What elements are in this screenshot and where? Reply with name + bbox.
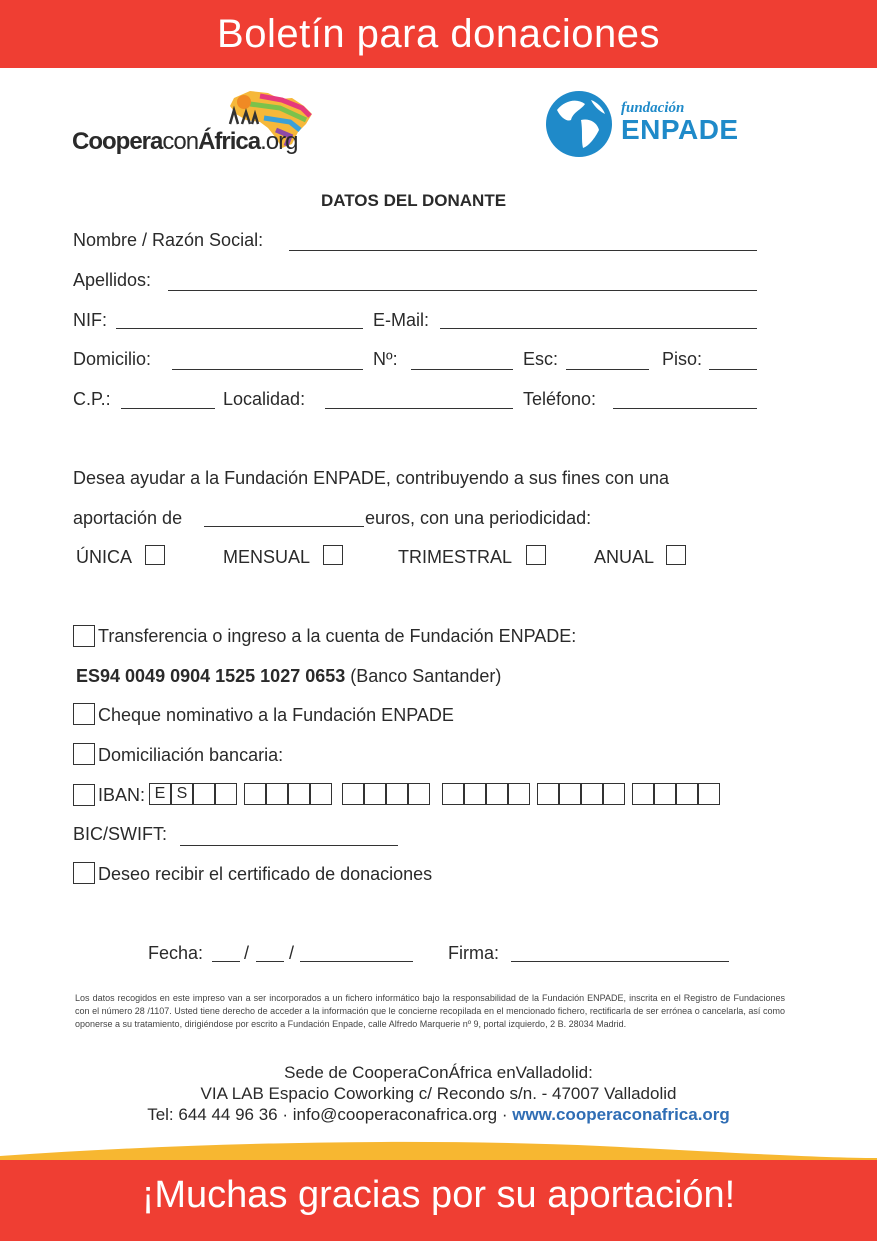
piso-field[interactable]	[709, 369, 757, 370]
transfer-label: Transferencia o ingreso a la cuenta de Fundación ENPADE:	[98, 626, 577, 646]
iban-cell[interactable]	[698, 783, 720, 805]
iban-cell[interactable]: E	[149, 783, 171, 805]
periodicidad-label: euros, con una periodicidad:	[365, 508, 592, 528]
iban-cell[interactable]	[508, 783, 530, 805]
fecha-year-field[interactable]	[300, 961, 413, 962]
iban-label: IBAN:	[98, 785, 146, 805]
cheque-label: Cheque nominativo a la Fundación ENPADE	[98, 705, 454, 725]
iban-cell[interactable]	[603, 783, 625, 805]
email-field[interactable]	[440, 328, 757, 329]
localidad-field[interactable]	[325, 408, 513, 409]
amount-field[interactable]	[204, 526, 364, 527]
iban-cell[interactable]	[244, 783, 266, 805]
iban-cell[interactable]	[364, 783, 386, 805]
numero-label: Nº:	[373, 349, 398, 369]
iban-checkbox[interactable]	[73, 784, 95, 806]
cp-field[interactable]	[121, 408, 215, 409]
logo-fundacion-text: fundación	[621, 100, 685, 116]
option-mensual-checkbox[interactable]	[323, 545, 343, 565]
aportacion-label: aportación de	[73, 508, 183, 528]
nif-field[interactable]	[116, 328, 363, 329]
iban-cell[interactable]	[408, 783, 430, 805]
fecha-label: Fecha:	[148, 943, 204, 963]
apellidos-label: Apellidos:	[73, 270, 152, 290]
page-header: Boletín para donaciones	[0, 0, 877, 68]
section-title: DATOS DEL DONANTE	[320, 191, 507, 210]
legal-notice: Los datos recogidos en este impreso van a ser incorporados a un fichero informático bajo la responsabilidad de la Fundación ENPADE, inscrita en el Registro de Fundaciones con el número 28 /1107. Usted tiene derecho de acceder a la información que le concierne recopilada en el mencionado fichero, rectificarla de ser errónea o cancelarla, así como oponerse a su tratamiento, dirigiéndose por escrito a Fundación Enpade, calle Alfredo Marquerie nº 9, portal izquierdo, 2 B. 28034 Madrid.	[75, 993, 785, 1029]
firma-label: Firma:	[448, 943, 499, 963]
iban-cell[interactable]	[193, 783, 215, 805]
certificado-checkbox[interactable]	[73, 862, 95, 884]
option-anual-label: ANUAL	[594, 547, 655, 567]
esc-label: Esc:	[523, 349, 559, 369]
option-trimestral-label: TRIMESTRAL	[398, 547, 513, 567]
option-unica-label: ÚNICA	[76, 547, 133, 567]
iban-cell[interactable]	[632, 783, 654, 805]
iban-cell[interactable]	[386, 783, 408, 805]
logo-text-coopera: Coopera	[72, 128, 163, 155]
fecha-slash-1: /	[244, 943, 250, 963]
iban-cell[interactable]	[310, 783, 332, 805]
iban-cell[interactable]	[559, 783, 581, 805]
iban-cell[interactable]	[288, 783, 310, 805]
nombre-field[interactable]	[289, 250, 757, 251]
iban-cell[interactable]: S	[171, 783, 193, 805]
bic-field[interactable]	[180, 845, 398, 846]
option-unica-checkbox[interactable]	[145, 545, 165, 565]
cheque-checkbox[interactable]	[73, 703, 95, 725]
domiciliacion-checkbox[interactable]	[73, 743, 95, 765]
logo-enpade-text: ENPADE	[621, 114, 739, 145]
iban-cell[interactable]	[537, 783, 559, 805]
localidad-label: Localidad:	[223, 389, 306, 409]
iban-cell[interactable]	[464, 783, 486, 805]
telefono-field[interactable]	[613, 408, 757, 409]
transfer-checkbox[interactable]	[73, 625, 95, 647]
domicilio-field[interactable]	[172, 369, 363, 370]
bank-name: (Banco Santander)	[345, 666, 502, 686]
nombre-label: Nombre / Razón Social:	[73, 230, 264, 250]
logo-text-africa: África	[198, 128, 261, 155]
iban-cell[interactable]	[676, 783, 698, 805]
domiciliacion-label: Domiciliación bancaria:	[98, 745, 284, 765]
iban-cell[interactable]	[342, 783, 364, 805]
footer-thanks: ¡Muchas gracias por su aportación!	[141, 1174, 736, 1216]
domicilio-label: Domicilio:	[73, 349, 152, 369]
contact-line-3: Tel: 644 44 96 36 · info@cooperaconafrica.org ·	[147, 1105, 513, 1124]
option-anual-checkbox[interactable]	[666, 545, 686, 565]
globe-icon	[545, 90, 613, 158]
logo-text-org: .org	[260, 128, 298, 155]
enpade-logo	[545, 90, 775, 160]
fecha-day-field[interactable]	[212, 961, 240, 962]
esc-field[interactable]	[566, 369, 649, 370]
certificado-label: Deseo recibir el certificado de donaciones	[98, 864, 433, 884]
iban-cell[interactable]	[442, 783, 464, 805]
bic-label: BIC/SWIFT:	[73, 824, 167, 844]
fecha-month-field[interactable]	[256, 961, 284, 962]
apellidos-field[interactable]	[168, 290, 757, 291]
contribution-text: Desea ayudar a la Fundación ENPADE, contribuyendo a sus fines con una	[73, 468, 670, 488]
nif-label: NIF:	[73, 310, 107, 330]
option-trimestral-checkbox[interactable]	[526, 545, 546, 565]
cp-label: C.P.:	[73, 389, 111, 409]
website-link[interactable]: www.cooperaconafrica.org	[512, 1105, 730, 1124]
iban-cell[interactable]	[654, 783, 676, 805]
email-label: E-Mail:	[373, 310, 430, 330]
iban-cell[interactable]	[215, 783, 237, 805]
telefono-label: Teléfono:	[523, 389, 597, 409]
contact-line-1: Sede de CooperaConÁfrica enValladolid:	[284, 1063, 593, 1082]
numero-field[interactable]	[411, 369, 513, 370]
iban-cell[interactable]	[581, 783, 603, 805]
iban-cell[interactable]	[266, 783, 288, 805]
piso-label: Piso:	[662, 349, 703, 369]
contact-line-2: VIA LAB Espacio Coworking c/ Recondo s/n. - 47007 Valladolid	[200, 1084, 677, 1103]
cooperaconafrica-logo	[72, 88, 322, 160]
iban-cell[interactable]	[486, 783, 508, 805]
option-mensual-label: MENSUAL	[223, 547, 311, 567]
firma-field[interactable]	[511, 961, 729, 962]
logo-text-con: con	[162, 128, 199, 155]
fecha-slash-2: /	[289, 943, 295, 963]
account-number: ES94 0049 0904 1525 1027 0653	[76, 666, 346, 686]
